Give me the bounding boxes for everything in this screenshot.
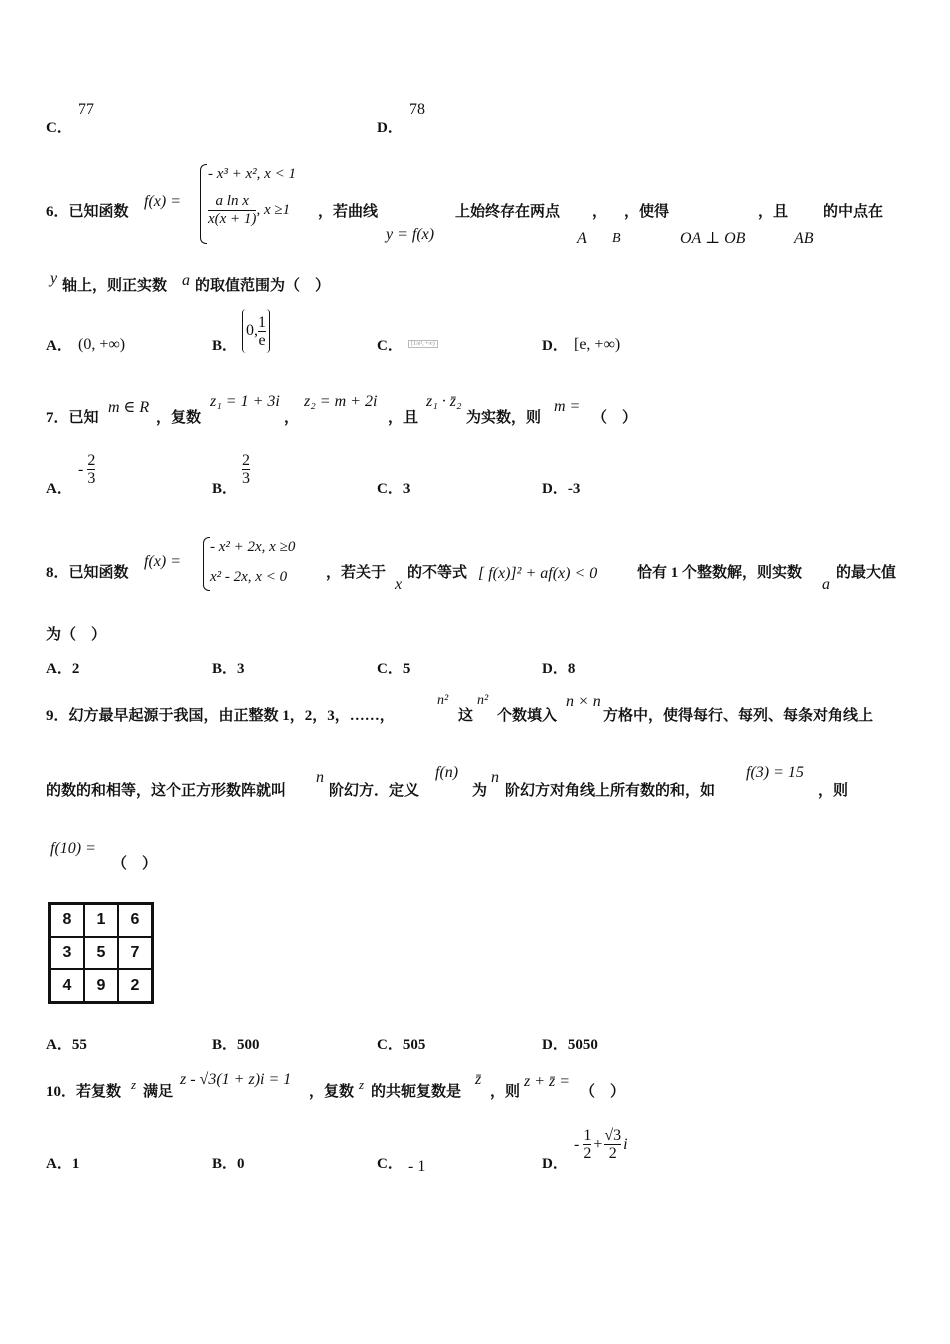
q8-case2: x² - 2x, x < 0 [210,569,288,585]
q7-paren: （ ） [592,410,638,426]
q6-intro: 6．已知函数 [46,204,129,220]
q10-intro: 10．若复数 [46,1084,122,1100]
q9-paren: （ ） [112,856,158,872]
q8-inequality: [ f(x)]² + af(x) < 0 [478,565,598,582]
q10-text-then: ，则 [490,1084,521,1100]
q9-n-var-2: n [491,769,499,786]
magic-square-cell: 4 [50,969,84,1002]
q6-option-b-pre: 0, [246,322,258,339]
q6-brace [200,164,207,244]
q7-option-d: D．-3 [542,481,581,497]
q10-paren: （ ） [580,1084,626,1100]
q10-option-d-plus: + [593,1135,603,1153]
q6-case2-den: x(x + 1) [208,211,257,227]
q10-option-b: B．0 [212,1156,245,1172]
q10-z-var-2: z [359,1077,365,1092]
q10-text-satisfy: 满足 [143,1084,174,1100]
q10-option-c-label: C． [377,1156,403,1172]
magic-square-cell: 2 [118,969,152,1002]
q6-option-b-den: e [258,331,266,349]
prev-option-d-label: D． [377,120,403,136]
q9-line2b: 阶幻方．定义 [329,783,420,799]
q7-option-b-value [242,452,250,487]
q9-line2a: 的数的和相等，这个正方形数阵就叫 [46,783,287,799]
q6-y-var: y [50,270,58,287]
q6-a-var: a [182,272,190,289]
q10-option-d-label: D． [542,1156,568,1172]
q8-brace [203,537,210,591]
q9-intro: 9．幻方最早起源于我国，由正整数 1，2，3，……， [46,708,395,724]
q8-text-max: 的最大值 [836,565,897,581]
q10-option-d-den2: 2 [608,1145,617,1162]
magic-square-cell: 3 [50,937,84,970]
q7-z1: z₁ = 1 + 3i [210,393,280,410]
q10-text-conjugate: 的共轭复数是 [371,1084,462,1100]
q7-comma: ， [284,410,300,426]
q6-option-b-value [242,309,270,353]
q9-line2d: ，则 [818,783,849,799]
magic-square-cell: 5 [84,937,118,970]
q7-text-real: 为实数，则 [466,410,542,426]
q10-option-a: A．1 [46,1156,80,1172]
q6-text-curve: ，若曲线 [318,204,379,220]
q8-line2: 为（ ） [46,627,107,643]
q7-option-b-num: 2 [242,452,250,469]
q6-case2-cond: , x ≥1 [256,201,291,218]
q10-option-c-value: - 1 [408,1158,426,1175]
q7-z2: z₂ = m + 2i [304,393,378,410]
q7-intro: 7．已知 [46,410,99,426]
q6-option-d-value: [e, +∞) [574,336,621,353]
magic-square-cell: 7 [118,937,152,970]
q6-option-d-label: D． [542,338,568,354]
q6-text-midpoint: 的中点在 [823,204,884,220]
q10-option-d-sign: - [574,1135,580,1153]
q10-sum: z + z̄ = [524,1073,571,1090]
q6-text-such: ，使得 [624,204,670,220]
prev-option-d-value: 78 [409,101,425,118]
q6-option-a-value: (0, +∞) [78,336,126,353]
q9-n-var-1: n [316,769,324,786]
q8-x-var: x [395,576,403,593]
q9-option-c: C．505 [377,1037,426,1053]
q9-f10: f(10) = [50,840,96,857]
q6-option-c-value: [1/e², +∞) [408,340,438,348]
q10-text-complex: ，复数 [309,1084,355,1100]
q6-curve-eq: y = f(x) [386,226,435,243]
q6-option-c-label: C． [377,338,403,354]
prev-option-c-value: 77 [78,101,94,118]
q6-line2-end: 的取值范围为（ ） [195,278,331,294]
q8-option-a: A．2 [46,661,80,677]
q6-case2 [208,193,290,228]
q8-option-b: B．3 [212,661,245,677]
q8-case1: - x² + 2x, x ≥0 [210,539,296,555]
q6-option-b-num: 1 [258,313,266,331]
q6-function-name: f(x) = [144,193,181,210]
q9-option-d: D．5050 [542,1037,598,1053]
q8-text-about: ，若关于 [326,565,387,581]
q9-option-a: A．55 [46,1037,87,1053]
q6-segment-ab: AB [794,230,814,247]
q6-point-a: A [577,230,587,247]
magic-square [48,902,154,1004]
q7-option-a-sign: - [78,460,84,478]
q10-equation: z - √3(1 + z)i = 1 [180,1071,292,1088]
magic-square-cell: 1 [84,904,118,937]
q6-option-a-label: A． [46,338,72,354]
q9-n-squared-2: n² [477,693,489,708]
q7-option-a-value [78,452,95,487]
q7-product: z₁ · z̄₂ [426,393,462,410]
q6-case2-num: a ln x [208,193,256,211]
q9-f-of-n: f(n) [435,764,459,781]
q6-perpendicular: OA ⊥ OB [680,230,746,247]
q6-text-points: 上始终存在两点 [455,204,561,220]
q6-option-b-label: B． [212,338,238,354]
q10-option-d-num1: 1 [583,1127,592,1144]
q7-m-equals: m = [554,398,581,415]
q10-option-d-value [574,1127,628,1162]
q8-option-c: C．5 [377,661,411,677]
q6-sep1: ， [592,204,608,220]
q10-option-d-i: i [623,1135,628,1153]
q7-option-a-num: 2 [87,452,96,469]
q9-text-fill: 个数填入 [497,708,558,724]
q8-function-name: f(x) = [144,553,181,570]
q7-text-complex: ，复数 [156,410,202,426]
magic-square-cell: 8 [50,904,84,937]
magic-square-cell: 6 [118,904,152,937]
q6-case1: - x³ + x², x < 1 [208,166,296,182]
q7-option-a-label: A． [46,481,72,497]
q10-z-var: z [131,1077,137,1092]
q7-option-b-label: B． [212,481,238,497]
q10-option-d-num2: √3 [604,1127,622,1144]
q6-point-b: B [612,231,621,246]
q7-text-and: ，且 [388,410,419,426]
q6-text-and: ，且 [758,204,789,220]
q9-line2c: 阶幻方对角线上所有数的和，如 [505,783,716,799]
q8-text-ineq: 的不等式 [407,565,468,581]
q9-f3: f(3) = 15 [746,764,804,781]
q7-option-c: C．3 [377,481,411,497]
q9-option-b: B．500 [212,1037,260,1053]
q8-a-var: a [822,576,830,593]
prev-option-c-label: C． [46,120,72,136]
q7-option-a-den: 3 [87,470,96,487]
magic-square-cell: 9 [84,969,118,1002]
q9-zhe: 这 [458,708,474,724]
q9-n-squared-1: n² [437,693,449,708]
q8-option-d: D．8 [542,661,576,677]
q6-line2: 轴上，则正实数 [62,278,168,294]
q9-n-by-n: n × n [566,693,601,710]
q8-text-solution: 恰有 1 个整数解，则实数 [637,565,803,581]
q10-z-bar: z̄ [475,1071,482,1088]
q9-text-grid: 方格中，使得每行、每列、每条对角线上 [603,708,874,724]
q9-wei: 为 [472,783,488,799]
q8-intro: 8．已知函数 [46,565,129,581]
q10-option-d-den1: 2 [583,1145,592,1162]
q7-m-in-r: m ∈ R [108,399,150,416]
q7-option-b-den: 3 [242,470,250,487]
